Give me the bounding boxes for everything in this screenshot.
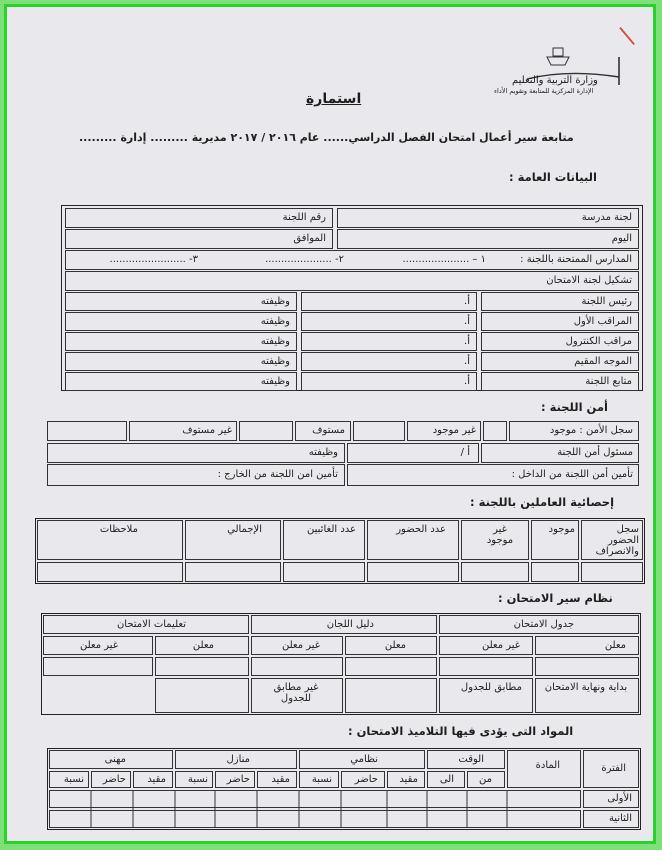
checkbox[interactable]	[345, 678, 437, 713]
group-header	[175, 750, 297, 769]
sub-label: حاضر	[354, 774, 378, 785]
role-prefix: أ.	[464, 336, 470, 347]
not-adequate-cell	[129, 421, 237, 441]
schools-row	[65, 250, 639, 270]
corresponding-cell	[65, 229, 333, 249]
staff-input[interactable]	[581, 562, 643, 582]
matches-label: مطابق للجدول	[460, 682, 522, 693]
security-officer-job-label: وظيفته	[308, 447, 338, 458]
system-group-label: تعليمات الامتحان	[116, 619, 186, 630]
group-header	[299, 750, 425, 769]
role-label: مراقب الكنترول	[565, 336, 632, 347]
time-header	[427, 750, 505, 769]
ministry-line: وزارة التربية والتعليم	[512, 75, 598, 86]
checkbox[interactable]	[239, 421, 293, 441]
start-end-cell	[535, 678, 639, 713]
staff-col-header	[37, 520, 183, 560]
day-cell	[337, 229, 639, 249]
role-cell	[481, 312, 639, 331]
system-group	[439, 615, 639, 634]
subjects-grid-lines	[49, 790, 581, 828]
committee-number-label: رقم اللجنة	[282, 212, 326, 223]
staff-input[interactable]	[531, 562, 579, 582]
sub-label: نسبة	[187, 774, 208, 785]
role-job: وظيفته	[260, 316, 290, 327]
sub-header	[133, 771, 173, 788]
period-row-label	[583, 810, 639, 828]
staff-col-header	[531, 520, 579, 560]
ministry-sub: الإدارة المركزية للمتابعة وتقويم الأداء	[494, 87, 594, 95]
general-heading: البيانات العامة :	[509, 170, 597, 184]
role-name-cell	[301, 292, 477, 311]
role-label: المراقب الأول	[573, 316, 632, 327]
not-matches-label: غير مطابق للجدول	[273, 682, 319, 704]
system-sub	[439, 636, 533, 655]
period-row-label	[583, 790, 639, 808]
start-end-label: بداية ونهاية الامتحان	[544, 682, 628, 693]
role-label: رئيس اللجنة	[581, 296, 632, 307]
group-header	[49, 750, 173, 769]
role-job-cell	[65, 312, 297, 331]
outside-security-label: تأمين امن اللجنة من الخارج :	[217, 469, 338, 480]
sub-label: مقيد	[271, 774, 290, 785]
staff-input[interactable]	[37, 562, 183, 582]
system-input[interactable]	[155, 657, 249, 676]
system-sub-label: معلن	[384, 640, 406, 651]
staff-input[interactable]	[185, 562, 281, 582]
period-row-text: الثانية	[608, 813, 632, 824]
period-header	[583, 750, 639, 788]
system-input[interactable]	[535, 657, 639, 676]
role-cell	[481, 372, 639, 391]
system-sub	[155, 636, 249, 655]
staff-col-label: عدد الحضور	[396, 524, 446, 535]
system-heading: نظام سير الامتحان :	[498, 591, 613, 605]
security-heading: أمن اللجنة :	[541, 400, 608, 414]
staff-col-header	[185, 520, 281, 560]
matches-cell	[439, 678, 533, 713]
system-input[interactable]	[251, 657, 343, 676]
role-prefix: أ.	[464, 356, 470, 367]
from-header	[467, 771, 505, 788]
staff-col-label: ملاحظات	[99, 524, 138, 535]
sub-header	[299, 771, 339, 788]
form-title: استمارة	[306, 91, 362, 107]
sub-label: مقيد	[399, 774, 418, 785]
sub-header	[49, 771, 89, 788]
checkbox[interactable]	[155, 678, 249, 713]
staff-input[interactable]	[367, 562, 459, 582]
role-job-cell	[65, 332, 297, 351]
staff-input[interactable]	[461, 562, 529, 582]
security-officer-job	[47, 443, 345, 463]
role-prefix: أ.	[464, 316, 470, 327]
role-job-cell	[65, 292, 297, 311]
role-job: وظيفته	[260, 296, 290, 307]
system-input[interactable]	[439, 657, 533, 676]
system-group	[251, 615, 437, 634]
staff-heading: إحصائية العاملين باللجنة :	[470, 495, 615, 509]
school-committee-cell	[337, 208, 639, 228]
security-officer-name	[347, 443, 479, 463]
adequate-label: مستوف	[312, 425, 345, 436]
system-sub	[535, 636, 639, 655]
sub-header	[91, 771, 131, 788]
not-matches-cell	[251, 678, 343, 713]
not-exist-cell	[407, 421, 481, 441]
pen-mark: |	[615, 23, 638, 48]
security-log-cell	[509, 421, 639, 441]
form-subtitle: متابعة سير أعمال امتحان الفصل الدراسي...... عام ٢٠١٦ / ٢٠١٧ مديرية ......... إدارة .........	[79, 131, 574, 144]
formation-label: تشكيل لجنة الامتحان	[546, 275, 632, 286]
outside-security	[47, 464, 345, 486]
inside-security	[347, 464, 639, 486]
role-cell	[481, 352, 639, 371]
role-job-cell	[65, 372, 297, 391]
system-input[interactable]	[43, 657, 153, 676]
role-label: الموجه المقيم	[574, 356, 632, 367]
sub-label: نسبة	[63, 774, 84, 785]
role-job: وظيفته	[260, 356, 290, 367]
corresponding-label: الموافق	[293, 233, 326, 244]
from-label: من	[479, 774, 492, 785]
to-header	[427, 771, 465, 788]
staff-col-label: غير موجود	[486, 524, 514, 546]
system-group-label: دليل اللجان	[326, 619, 374, 630]
staff-col-label: الإجمالي	[227, 524, 262, 535]
adequate-cell	[295, 421, 351, 441]
formation-row	[65, 271, 639, 291]
security-officer-prefix: أ /	[460, 447, 470, 458]
to-label: الى	[439, 774, 454, 785]
subject-header	[507, 750, 581, 788]
system-sub	[345, 636, 437, 655]
role-job: وظيفته	[260, 376, 290, 387]
role-prefix: أ.	[464, 296, 470, 307]
role-job: وظيفته	[260, 336, 290, 347]
not-adequate-label: غير مستوف	[182, 425, 232, 436]
group-label: منازل	[226, 754, 250, 765]
staff-col-header	[283, 520, 365, 560]
system-group	[43, 615, 249, 634]
staff-col-label: سجل الحضور والانصراف	[595, 524, 639, 557]
system-input[interactable]	[345, 657, 437, 676]
sub-header	[257, 771, 297, 788]
checkbox[interactable]	[353, 421, 405, 441]
system-sub-label: غير معلن	[79, 640, 118, 651]
sub-label: نسبة	[311, 774, 332, 785]
staff-input[interactable]	[283, 562, 365, 582]
system-sub-label: معلن	[192, 640, 214, 651]
role-name-cell	[301, 372, 477, 391]
checkbox[interactable]	[483, 421, 507, 441]
staff-col-header	[461, 520, 529, 560]
sub-header	[215, 771, 255, 788]
role-name-cell	[301, 352, 477, 371]
staff-col-label: موجود	[548, 524, 575, 535]
staff-col-header	[581, 520, 643, 560]
school-3: ٣- ........................	[109, 254, 198, 265]
checkbox[interactable]	[47, 421, 127, 441]
role-job-cell	[65, 352, 297, 371]
staff-col-header	[367, 520, 459, 560]
subjects-heading: المواد التى يؤدى فيها التلاميذ الامتحان :	[348, 724, 574, 738]
period-label: الفترة	[601, 763, 626, 774]
group-label: مهنى	[104, 754, 126, 765]
sub-header	[341, 771, 385, 788]
not-exist-label: غير موجود	[432, 425, 476, 436]
period-row-text: الأولى	[607, 793, 632, 804]
school-committee-label: لجنة مدرسة	[581, 212, 632, 223]
school-1: ١ – .....................	[402, 254, 486, 265]
sub-label: حاضر	[226, 774, 250, 785]
day-label: اليوم	[611, 233, 632, 244]
sub-header	[387, 771, 425, 788]
sub-label: حاضر	[102, 774, 126, 785]
security-log-label: سجل الأمن : موجود	[549, 425, 633, 436]
school-2: ٢- .....................	[265, 254, 344, 265]
system-sub	[251, 636, 343, 655]
group-label: نظامي	[350, 754, 378, 765]
form-sheet	[4, 4, 656, 844]
system-sub-label: غير معلن	[481, 640, 520, 651]
system-sub	[43, 636, 153, 655]
inside-security-label: تأمين أمن اللجنة من الداخل :	[511, 469, 633, 480]
security-officer-label: مسئول أمن اللجنة	[557, 447, 633, 458]
time-label: الوقت	[458, 754, 484, 765]
role-cell	[481, 332, 639, 351]
schools-label: المدارس الممتحنة باللجنة :	[520, 254, 632, 265]
committee-number-cell	[65, 208, 333, 228]
system-sub-label: غير معلن	[281, 640, 320, 651]
role-prefix: أ.	[464, 376, 470, 387]
role-name-cell	[301, 312, 477, 331]
role-cell	[481, 292, 639, 311]
role-name-cell	[301, 332, 477, 351]
sub-label: مقيد	[147, 774, 166, 785]
staff-col-label: عدد الغائبين	[307, 524, 356, 535]
system-sub-label: معلن	[604, 640, 626, 651]
security-officer-cell	[481, 443, 639, 463]
system-group-label: جدول الامتحان	[513, 619, 574, 630]
subject-label: المادة	[535, 760, 560, 771]
role-label: متابع اللجنة	[585, 376, 632, 387]
sub-header	[175, 771, 213, 788]
